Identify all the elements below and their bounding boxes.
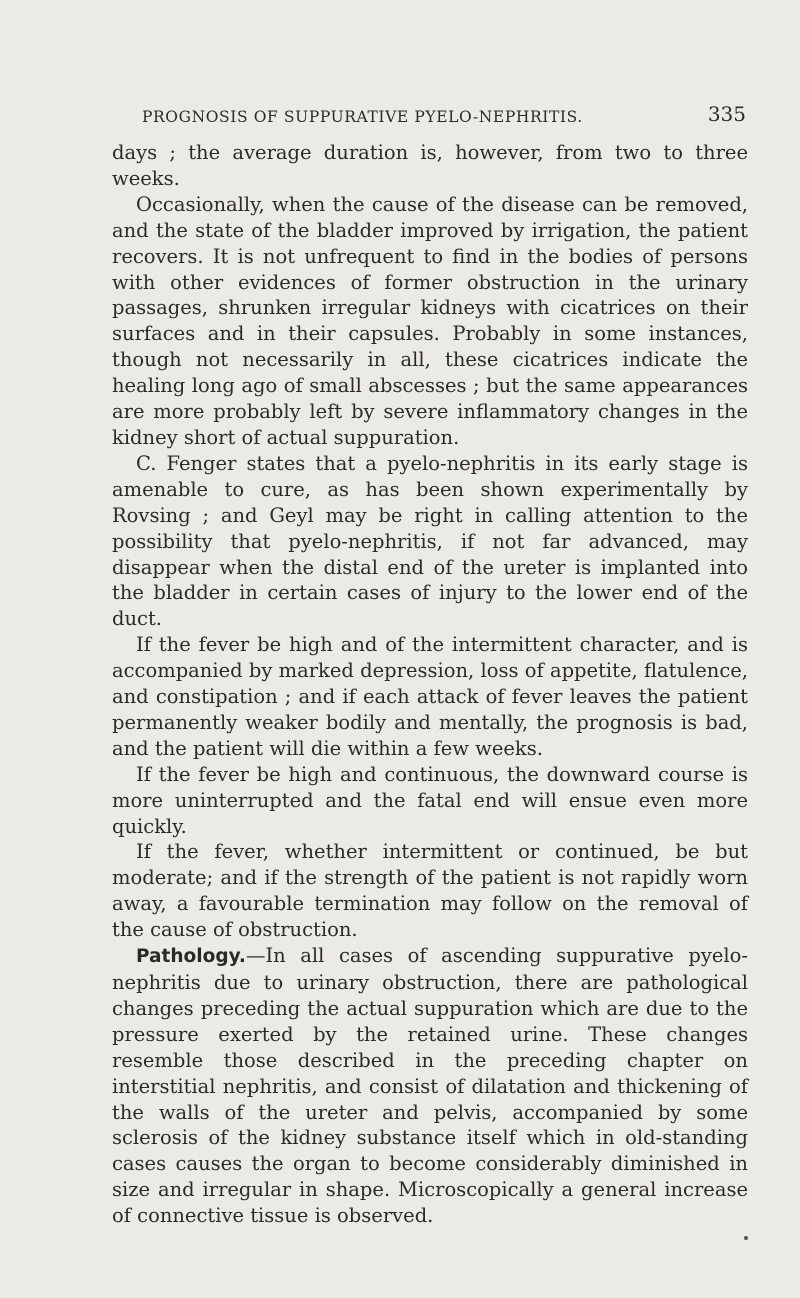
paragraph-fenger: C. Fenger states that a pyelo-nephritis in its early stage is amenable to cure, as has been shown experimentally by Rovsing ; and Geyl may be right in calling attention to the possibility that pyelo-nephritis, if not far advanced, may disappear when the distal end of the ureter is implanted into the bladder in certain cases of injury to the lower end of the duct.: [112, 451, 748, 631]
pathology-heading: Pathology.: [136, 946, 246, 968]
paragraph-continuous-fever: If the fever be high and continuous, the downward course is more uninterrupted and the fatal end will ensue even more quickly.: [112, 762, 748, 838]
print-speck: [744, 1236, 748, 1240]
paragraph-moderate-fever: If the fever, whether intermittent or continued, be but moderate; and if the strength of the patient is not rapidly worn away, a favourable termination may follow on the removal of the cause of obstruction.: [112, 840, 748, 942]
page-header: [142, 102, 746, 138]
page-number: 335: [707, 102, 746, 126]
pathology-text: —In all cases of ascending suppurative pyelo-nephritis due to urinary obstruction, there are pathological changes preceding the actual suppuration which are due to the pressure exerted by the retained urine. These changes resemble those described in the preceding chapter on interstitial nephritis, and consist of dilatation and thickening of the walls of the ureter and pelvis, accompanied by some sclerosis of the kidney substance itself which in old-standing cases causes the organ to become considerably diminished in size and irregular in shape. Microscopically a general increase of connective tissue is observed.: [112, 944, 748, 1228]
paragraph-intermittent-fever: If the fever be high and of the intermittent character, and is accompanied by marked depression, loss of appetite, flatulence, and constipation ; and if each attack of fever leaves the patient permanently weaker bodily and mentally, the prognosis is bad, and the patient will die within a few weeks.: [112, 633, 748, 760]
body-text: [112, 140, 748, 1229]
paragraph-recovery: Occasionally, when the cause of the disease can be removed, and the state of the bladder improved by irrigation, the patient recovers. It is not unfrequent to find in the bodies of persons with other evidences of former obstruction in the urinary passages, shrunken irregular kidneys with cicatrices on their surfaces and in their capsules. Probably in some instances, though not necessarily in all, these cicatrices indicate the healing long ago of small abscesses ; but the same appearances are more probably left by severe inflammatory changes in the kidney short of actual suppuration.: [112, 192, 748, 449]
paragraph-continuation: days ; the average duration is, however, from two to three weeks.: [112, 141, 748, 190]
running-title: PROGNOSIS OF SUPPURATIVE PYELO-NEPHRITIS.: [142, 108, 583, 126]
paragraph-pathology: [112, 943, 748, 1229]
